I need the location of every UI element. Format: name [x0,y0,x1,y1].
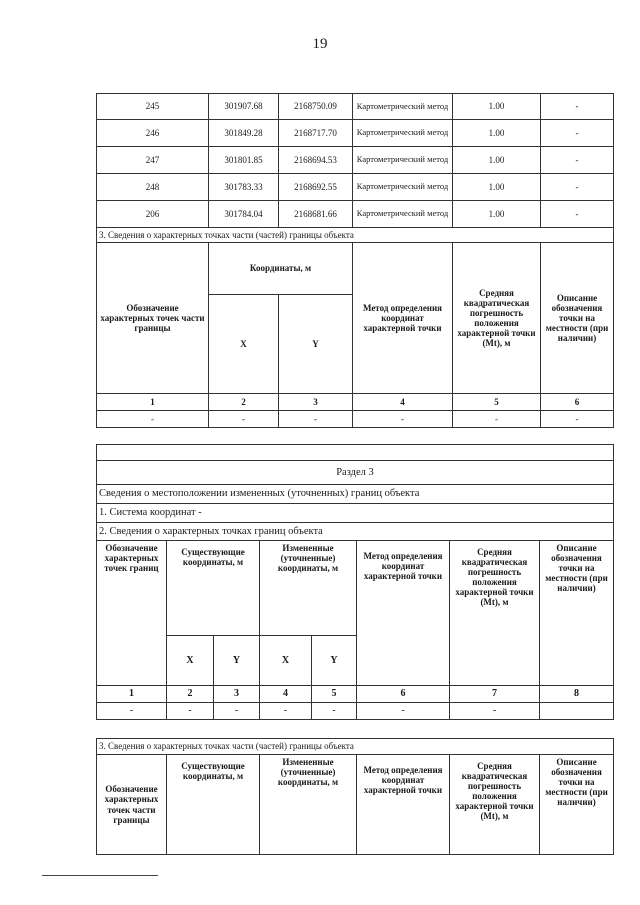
method: Картометрический метод [353,201,453,228]
method-header: Метод определения координат характерной точки [357,541,450,686]
y-header: Y [279,295,353,394]
table-row [97,411,614,428]
description: - [541,174,614,201]
x-header: X [209,295,279,394]
coord-x: 301907.68 [209,94,279,120]
coord-x: 301784.04 [209,201,279,228]
coord-y: 2168681.66 [279,201,353,228]
column-number: 4 [260,686,312,703]
x-existing-header: X [167,636,214,686]
table-cell [540,703,614,720]
method: Картометрический метод [353,94,453,120]
column-number: 3 [279,394,353,411]
table-row [97,147,614,174]
y-changed-header: Y [312,636,357,686]
points-title: 2. Сведения о характерных точках границ объекта [97,523,614,541]
column-number: 5 [312,686,357,703]
point-id: 247 [97,147,209,174]
method-header: Метод определения координат характерной точки [353,243,453,394]
table-cell: - [450,703,540,720]
accuracy-header: Средняя квадратическая погрешность положения характерной точки (Mt), м [453,243,541,394]
column-number: 6 [541,394,614,411]
designation-header: Обозначение характерных точек части границы [97,755,167,855]
coordinates-table [96,93,614,428]
existing-header: Существующие координаты, м [167,541,260,636]
y-existing-header: Y [214,636,260,686]
point-id: 206 [97,201,209,228]
column-number: 8 [540,686,614,703]
accuracy-header: Средняя квадратическая погрешность положения характерной точки (Mt), м [450,541,540,686]
table-cell: - [353,411,453,428]
changed-header: Измененные (уточненные) координаты, м [260,755,357,855]
column-number: 2 [167,686,214,703]
coord-x: 301783.33 [209,174,279,201]
point-id: 248 [97,174,209,201]
description: - [541,94,614,120]
footnote-divider [42,875,158,876]
table-cell: - [97,703,167,720]
column-number: 3 [214,686,260,703]
description: - [541,120,614,147]
table-cell: - [214,703,260,720]
accuracy: 1.00 [453,147,541,174]
x-changed-header: X [260,636,312,686]
section3-part-title: 3. Сведения о характерных точках части (частей) границы объекта [97,739,614,755]
section3-subtitle: Сведения о местоположении измененных (уточненных) границ объекта [97,485,614,504]
changed-header: Измененные (уточненные) координаты, м [260,541,357,636]
method-header: Метод определения координат характерной точки [357,755,450,855]
point-id: 245 [97,94,209,120]
coord-y: 2168717.70 [279,120,353,147]
method: Картометрический метод [353,174,453,201]
column-number-row [97,394,614,411]
table-row [97,120,614,147]
description-header: Описание обозначения точки на местности (при наличии) [540,541,614,686]
table-cell: - [167,703,214,720]
table-cell: - [453,411,541,428]
accuracy: 1.00 [453,94,541,120]
table-cell: - [357,703,450,720]
point-id: 246 [97,120,209,147]
spacer-row [97,445,614,461]
method: Картометрический метод [353,147,453,174]
table-cell: - [279,411,353,428]
description: - [541,147,614,174]
description-header: Описание обозначения точки на местности (при наличии) [540,755,614,855]
coord-y: 2168694.53 [279,147,353,174]
accuracy-header: Средняя квадратическая погрешность положения характерной точки (Mt), м [450,755,540,855]
coord-y: 2168750.09 [279,94,353,120]
coord-x: 301801.85 [209,147,279,174]
table-row [97,174,614,201]
coord-x: 301849.28 [209,120,279,147]
column-number-row [97,686,614,703]
accuracy: 1.00 [453,120,541,147]
table-cell: - [97,411,209,428]
designation-header: Обозначение характерных точек части границы [97,243,209,394]
table-cell: - [541,411,614,428]
accuracy: 1.00 [453,174,541,201]
table-row [97,201,614,228]
column-number: 1 [97,686,167,703]
column-number: 6 [357,686,450,703]
table-cell: - [312,703,357,720]
table-cell: - [209,411,279,428]
coord-system: 1. Система координат - [97,504,614,523]
designation-header: Обозначение характерных точек границ [97,541,167,686]
accuracy: 1.00 [453,201,541,228]
column-number: 4 [353,394,453,411]
column-number: 7 [450,686,540,703]
column-number: 1 [97,394,209,411]
coordinates-table-body [97,94,614,428]
section3-title: Раздел 3 [97,461,614,485]
table-row [97,703,614,720]
description: - [541,201,614,228]
coord-y: 2168692.55 [279,174,353,201]
section3-table [96,444,614,720]
part-section-title: 3. Сведения о характерных точках части (частей) границы объекта [97,228,614,243]
method: Картометрический метод [353,120,453,147]
column-number: 2 [209,394,279,411]
coordinates-header: Координаты, м [209,243,353,295]
section3-part-table [96,738,614,855]
existing-header: Существующие координаты, м [167,755,260,855]
column-number: 5 [453,394,541,411]
description-header: Описание обозначения точки на местности (при наличии) [541,243,614,394]
page-number: 19 [312,36,328,52]
table-row [97,94,614,120]
table-cell: - [260,703,312,720]
